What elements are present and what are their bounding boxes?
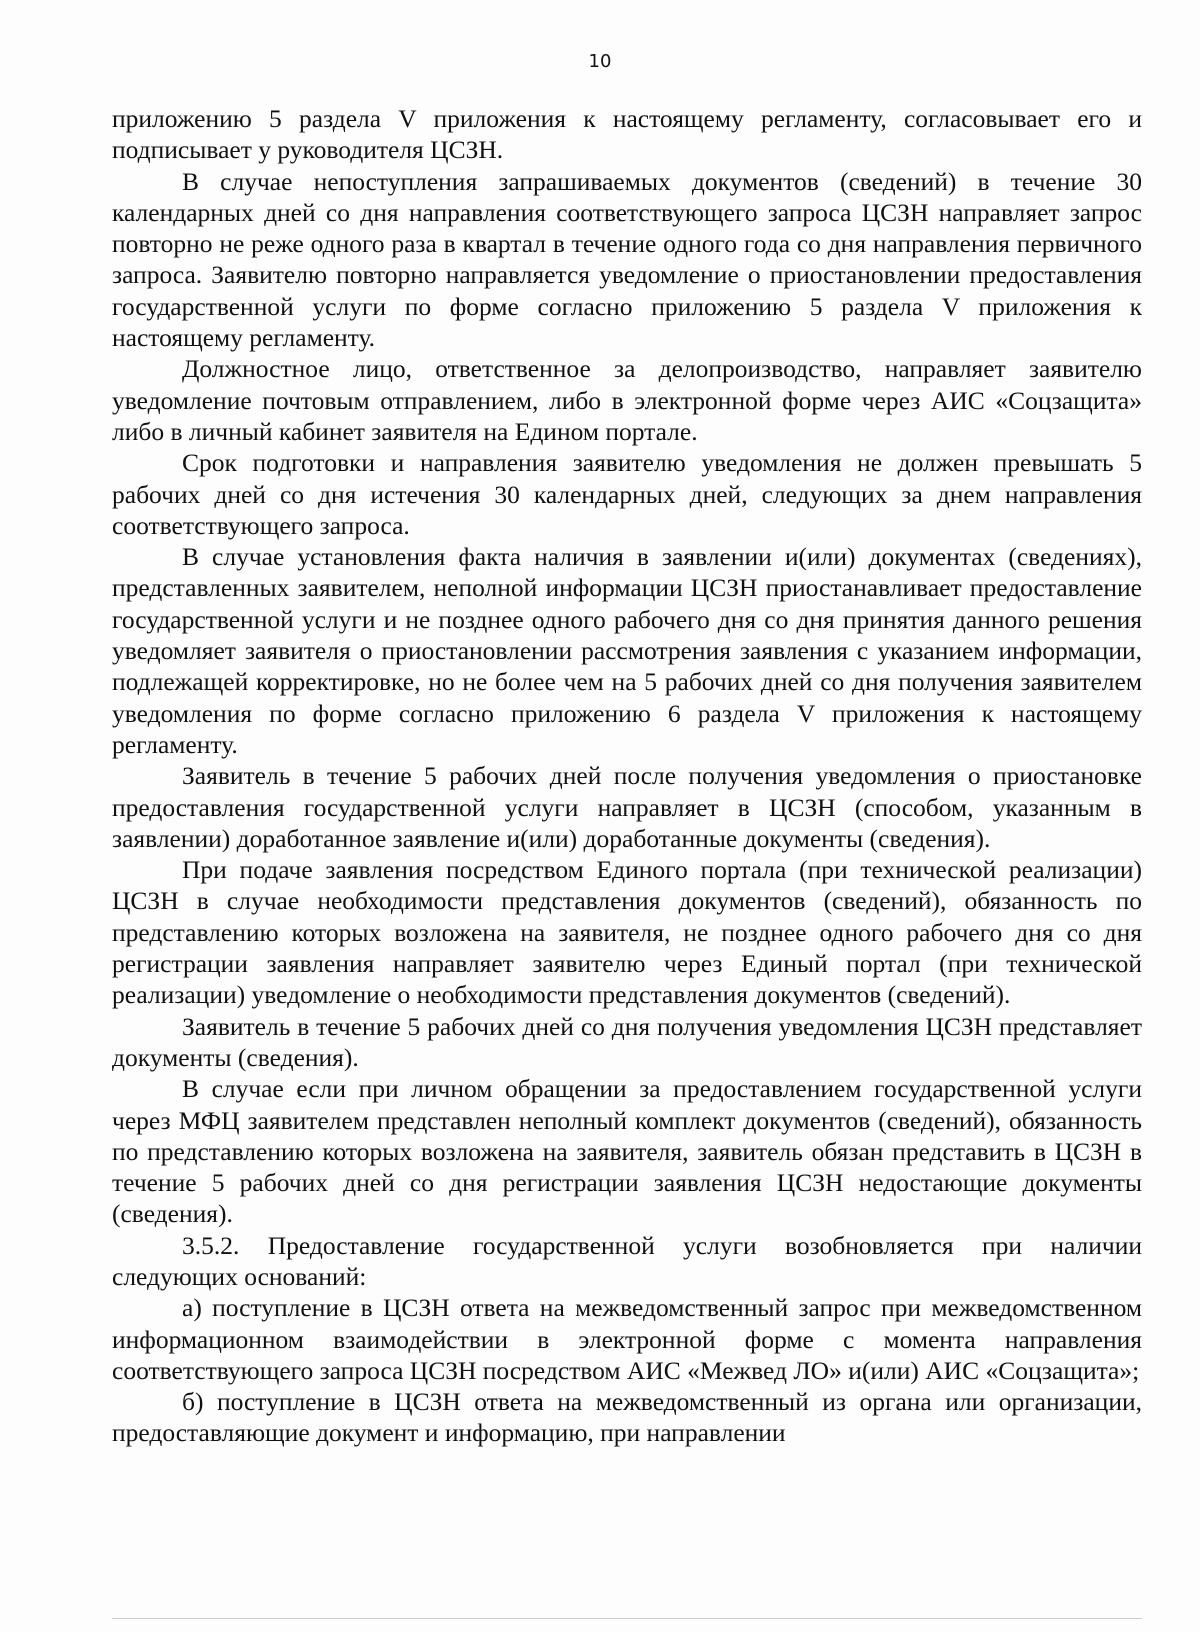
paragraph: приложению 5 раздела V приложения к настоящему регламенту, согласовывает его и подписывает у руководителя ЦСЗН. bbox=[112, 104, 1142, 165]
list-item: а) поступление в ЦСЗН ответа на межведомственный запрос при межведомственном информационном взаимодействии в электронной форме с момента направления соответствующего запроса ЦСЗН посредством АИС «Межвед ЛО» и(или) АИС «Соцзащита»; bbox=[112, 1293, 1142, 1385]
page-number: 10 bbox=[588, 51, 612, 72]
paragraph: Срок подготовки и направления заявителю уведомления не должен превышать 5 рабочих дней со дня истечения 30 календарных дней, следующих за днем направления соответствующего запроса. bbox=[112, 448, 1142, 540]
paragraph: В случае установления факта наличия в заявлении и(или) документах (сведениях), представленных заявителем, неполной информации ЦСЗН приостанавливает предоставление государственной услуги и не позднее одного рабочего дня со дня принятия данного решения уведомляет заявителя о приостановлении рассмотрения заявления с указанием информации, подлежащей корректировке, но не более чем на 5 рабочих дней со дня получения заявителем уведомления по форме согласно приложению 6 раздела V приложения к настоящему регламенту. bbox=[112, 542, 1142, 759]
paragraph: Заявитель в течение 5 рабочих дней после получения уведомления о приостановке предоставления государственной услуги направляет в ЦСЗН (способом, указанным в заявлении) доработанное заявление и(или) доработанные документы (сведения). bbox=[112, 761, 1142, 853]
paragraph: При подаче заявления посредством Единого портала (при технической реализации) ЦСЗН в случае необходимости представления документов (сведений), обязанность по представлению которых возложена на заявителя, не позднее одного рабочего дня со дня регистрации заявления направляет заявителю через Единый портал (при технической реализации) уведомление о необходимости представления документов (сведений). bbox=[112, 855, 1142, 1010]
paragraph: Должностное лицо, ответственное за делопроизводство, направляет заявителю уведомление почтовым отправлением, либо в электронной форме через АИС «Соцзащита» либо в личный кабинет заявителя на Едином портале. bbox=[112, 354, 1142, 446]
list-item: б) поступление в ЦСЗН ответа на межведомственный из органа или организации, предоставляющие документ и информацию, при направлении bbox=[112, 1387, 1142, 1448]
section-heading-paragraph: 3.5.2. Предоставление государственной услуги возобновляется при наличии следующих оснований: bbox=[112, 1230, 1142, 1291]
document-body bbox=[112, 103, 1142, 1449]
paragraph: Заявитель в течение 5 рабочих дней со дня получения уведомления ЦСЗН представляет документы (сведения). bbox=[112, 1011, 1142, 1072]
paragraph: В случае если при личном обращении за предоставлением государственной услуги через МФЦ заявителем представлен неполный комплект документов (сведений), обязанность по представлению которых возложена на заявителя, заявитель обязан представить в ЦСЗН в течение 5 рабочих дней со дня регистрации заявления ЦСЗН недостающие документы (сведения). bbox=[112, 1074, 1142, 1229]
paragraph: В случае непоступления запрашиваемых документов (сведений) в течение 30 календарных дней со дня направления соответствующего запроса ЦСЗН направляет запрос повторно не реже одного раза в квартал в течение одного года со дня направления первичного запроса. Заявителю повторно направляется уведомление о приостановлении предоставления государственной услуги по форме согласно приложению 5 раздела V приложения к настоящему регламенту. bbox=[112, 166, 1142, 353]
scan-edge-line bbox=[112, 1618, 1142, 1619]
